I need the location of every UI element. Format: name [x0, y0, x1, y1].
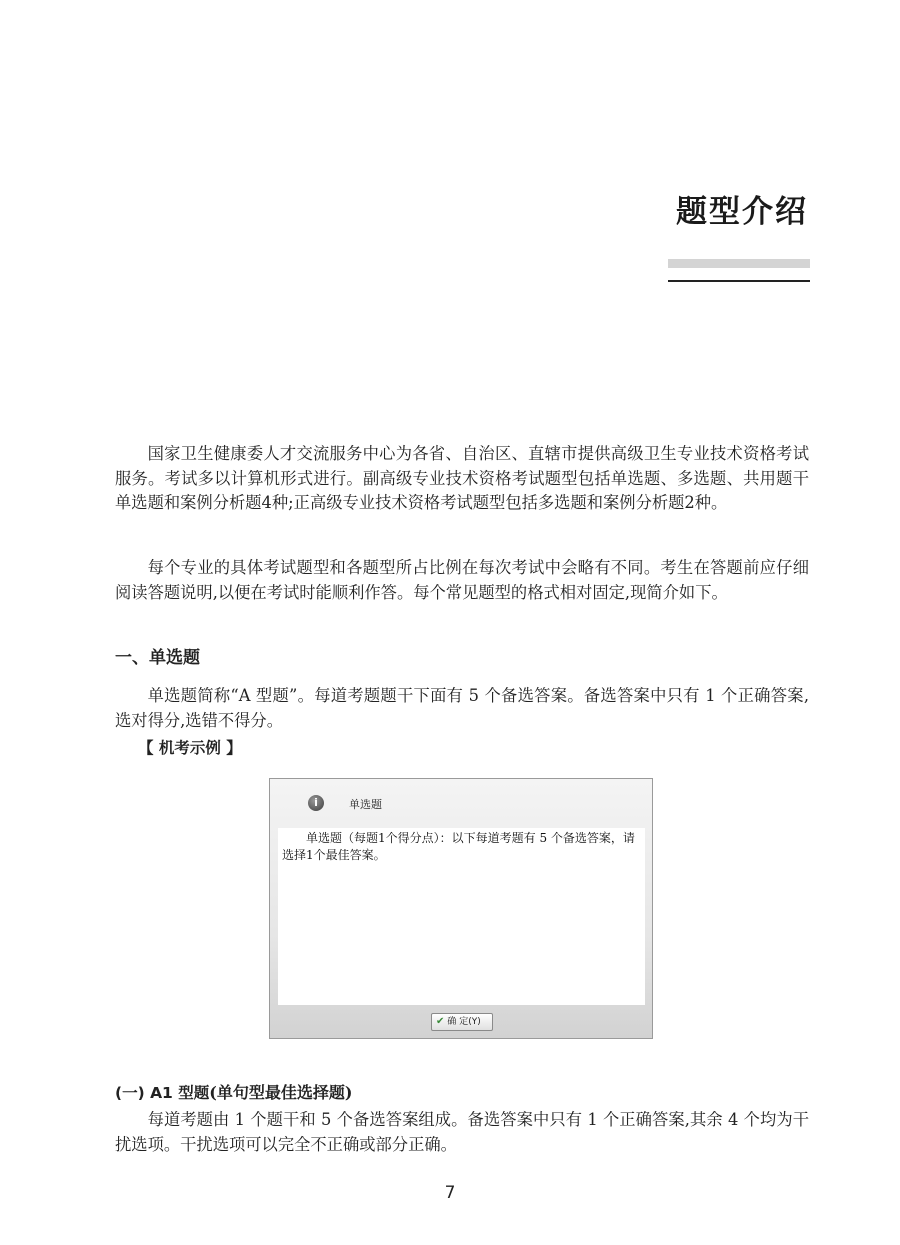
dialog-confirm-button[interactable]: [431, 1013, 493, 1031]
title-underline: [668, 280, 810, 282]
dialog-confirm-label: 确 定(Y): [447, 1017, 481, 1027]
dialog-title: 单选题: [349, 798, 382, 811]
dialog-body-text: 单选题（每题1个得分点）：以下每道考题有 5 个备选答案，请选择1个最佳答案。: [282, 831, 635, 862]
single-choice-paragraph: 单选题简称“A 型题”。每道考题题干下面有 5 个备选答案。备选答案中只有 1 个正确答案,选对得分,选错不得分。: [115, 686, 809, 730]
example-label: 【 机考示例 】: [138, 739, 242, 757]
intro-paragraph-1: 国家卫生健康委人才交流服务中心为各省、自治区、直辖市提供高级卫生专业技术资格考试服务。考试多以计算机形式进行。副高级专业技术资格考试题型包括单选题、多选题、共用题干单选题和案例分析题4种;正高级专业技术资格考试题型包括多选题和案例分析题2种。: [115, 444, 809, 512]
dialog-body: [278, 828, 645, 1005]
intro-paragraph-2: 每个专业的具体考试题型和各题型所占比例在每次考试中会略有不同。考生在答题前应仔细阅读答题说明,以便在考试时能顺利作答。每个常见题型的格式相对固定,现简介如下。: [115, 558, 809, 602]
section-heading-single-choice: 一、单选题: [115, 648, 200, 668]
subsection-heading-a1-bold: (一) A1 型题: [115, 1084, 210, 1102]
info-icon: i: [308, 795, 324, 811]
exam-dialog-screenshot: [269, 778, 653, 1039]
check-icon: ✔: [436, 1016, 445, 1027]
subsection-heading-a1-rest: (单句型最佳选择题): [209, 1083, 353, 1102]
a1-paragraph: 每道考题由 1 个题干和 5 个备选答案组成。备选答案中只有 1 个正确答案,其余 4 个均为干扰选项。干扰选项可以完全不正确或部分正确。: [115, 1110, 809, 1154]
title-decor-bar: [668, 259, 810, 268]
page-number: 7: [444, 1183, 456, 1203]
page-title: 题型介绍: [676, 194, 808, 230]
subsection-heading-a1: [115, 1080, 352, 1103]
